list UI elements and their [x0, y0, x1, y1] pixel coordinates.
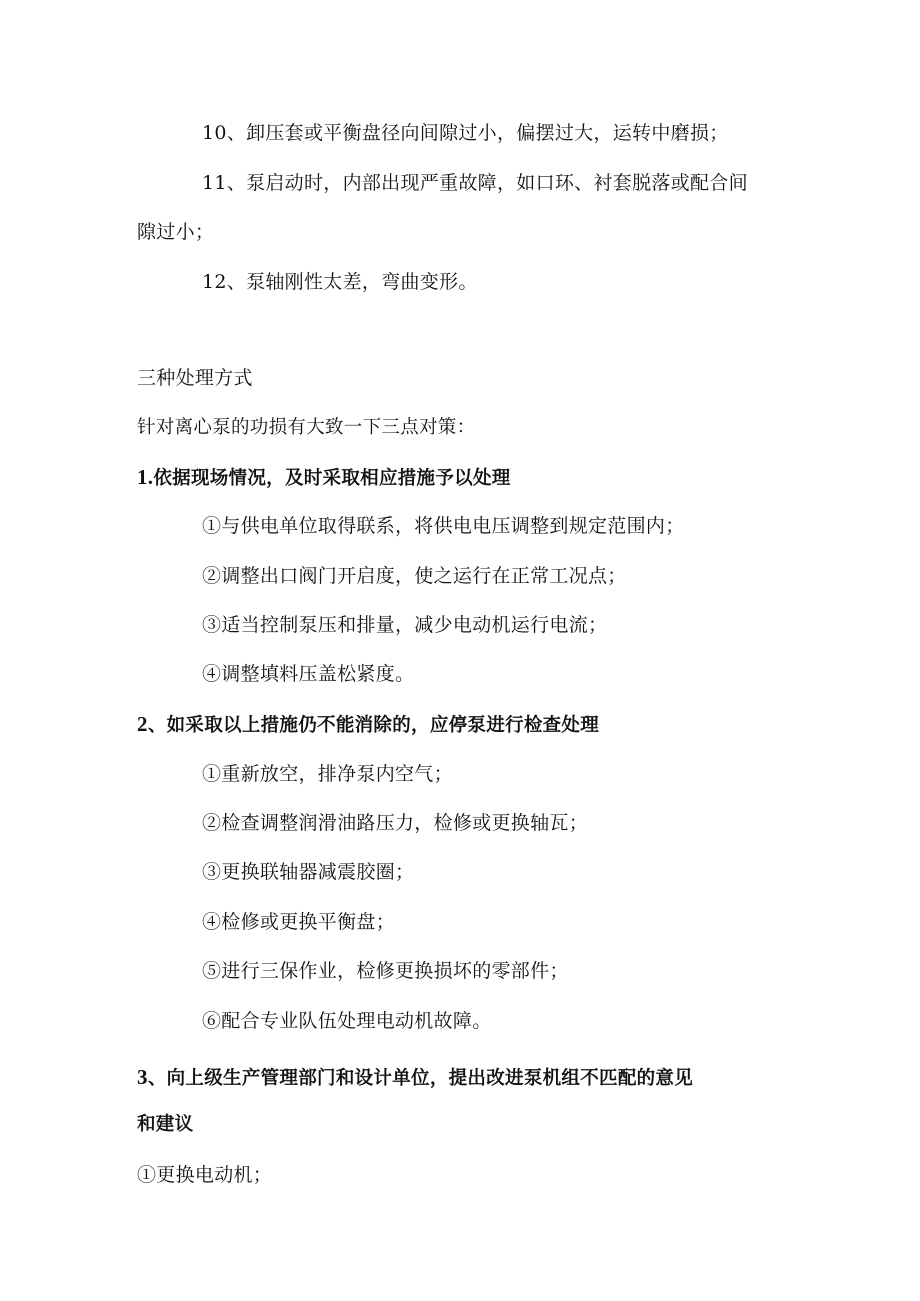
strategy-3-heading-continued: 和建议 — [137, 1114, 194, 1135]
strategy-1-item: ③适当控制泵压和排量，减少电动机运行电流； — [202, 614, 608, 636]
strategy-2-item: ②检查调整润滑油路压力，检修或更换轴瓦； — [202, 812, 589, 834]
strategy-1-item: ④调整填料压盖松紧度。 — [202, 663, 415, 685]
intro-paragraph: 针对离心泵的功损有大致一下三点对策： — [137, 417, 476, 438]
strategy-2-number: 2 — [137, 712, 148, 736]
strategy-2-item: ④检修或更换平衡盘； — [202, 911, 396, 933]
strategy-2-heading-text: 、如采取以上措施仍不能消除的，应停泵进行检查处理 — [147, 715, 600, 736]
strategy-2-item: ①重新放空，排净泵内空气； — [202, 763, 453, 785]
strategy-2-item: ③更换联轴器减震胶圈； — [202, 861, 415, 883]
strategy-3-item: ①更换电动机； — [137, 1164, 273, 1186]
strategy-3-heading — [137, 1065, 693, 1091]
strategy-1-item: ①与供电单位取得联系，将供电电压调整到规定范围内； — [202, 515, 685, 537]
cause-item-12: 12、泵轴刚性太差，弯曲变形。 — [202, 271, 478, 293]
cause-item-11-continued: 隙过小； — [137, 221, 215, 243]
strategy-2-item: ⑤进行三保作业，检修更换损坏的零部件； — [202, 960, 569, 982]
strategy-3-heading-text: 、向上级生产管理部门和设计单位，提出改进泵机组不匹配的意见 — [147, 1068, 694, 1089]
strategy-1-heading — [137, 465, 511, 491]
strategy-3-number: 3 — [137, 1065, 148, 1089]
strategy-1-number: 1. — [137, 465, 154, 489]
section-title: 三种处理方式 — [137, 367, 253, 389]
strategy-2-heading — [137, 712, 599, 738]
strategy-2-item: ⑥配合专业队伍处理电动机故障。 — [202, 1010, 492, 1032]
strategy-1-item: ②调整出口阀门开启度，使之运行在正常工况点； — [202, 565, 627, 587]
cause-item-11: 11、泵启动时，内部出现严重故障，如口环、衬套脱落或配合间 — [202, 172, 748, 194]
strategy-1-heading-text: 依据现场情况，及时采取相应措施予以处理 — [153, 468, 511, 489]
cause-item-10: 10、卸压套或平衡盘径向间隙过小，偏摆过大，运转中磨损； — [202, 122, 729, 144]
